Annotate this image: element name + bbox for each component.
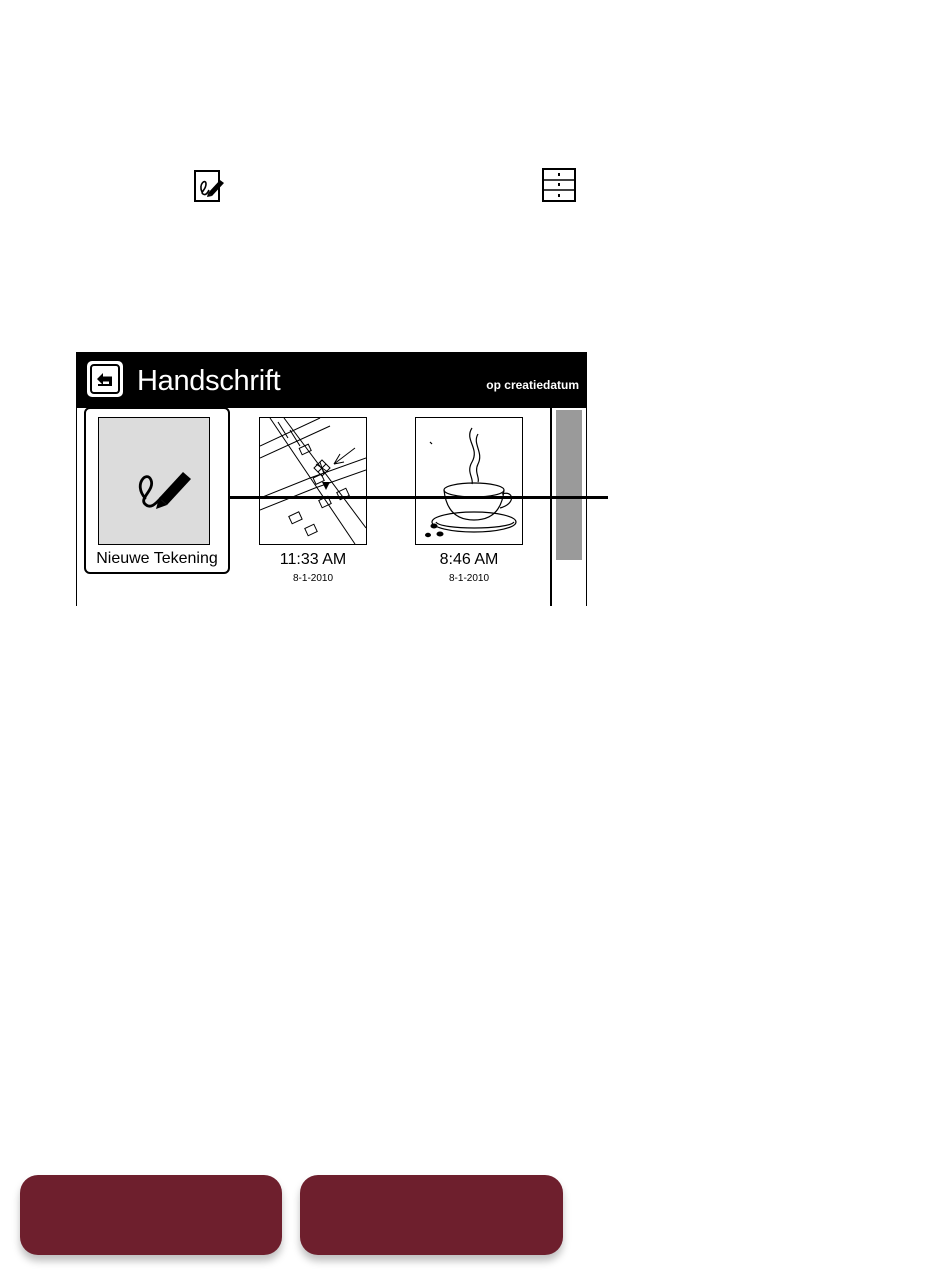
header-bar <box>76 352 587 408</box>
handwriting-screen <box>76 352 587 606</box>
drawing-date: 8-1-2010 <box>292 573 334 584</box>
new-drawing-label: Nieuwe Tekening <box>96 550 218 567</box>
pen-scribble-icon <box>99 418 211 546</box>
new-drawing-button[interactable] <box>84 407 230 574</box>
back-button[interactable] <box>87 361 123 397</box>
handwriting-icon <box>194 170 228 202</box>
screen-frame-right <box>586 408 587 606</box>
previous-page-button[interactable] <box>20 1175 282 1255</box>
callout-line <box>228 496 608 499</box>
page-title: Handschrift <box>137 365 281 397</box>
new-drawing-thumbnail <box>98 417 210 545</box>
drawing-date: 8-1-2010 <box>448 573 490 584</box>
next-page-button[interactable] <box>300 1175 563 1255</box>
drawing-time: 8:46 AM <box>439 551 499 568</box>
back-arrow-icon <box>90 364 120 394</box>
sort-order-button[interactable]: op creatiedatum <box>486 378 579 392</box>
coffee-cup-sketch-thumbnail <box>415 417 523 545</box>
list-view-icon <box>542 168 576 202</box>
screen-frame-left <box>76 408 77 606</box>
scrollbar-thumb[interactable] <box>556 410 582 560</box>
list-divider <box>550 408 552 606</box>
drawing-time: 11:33 AM <box>279 551 347 568</box>
map-sketch-thumbnail <box>259 417 367 545</box>
